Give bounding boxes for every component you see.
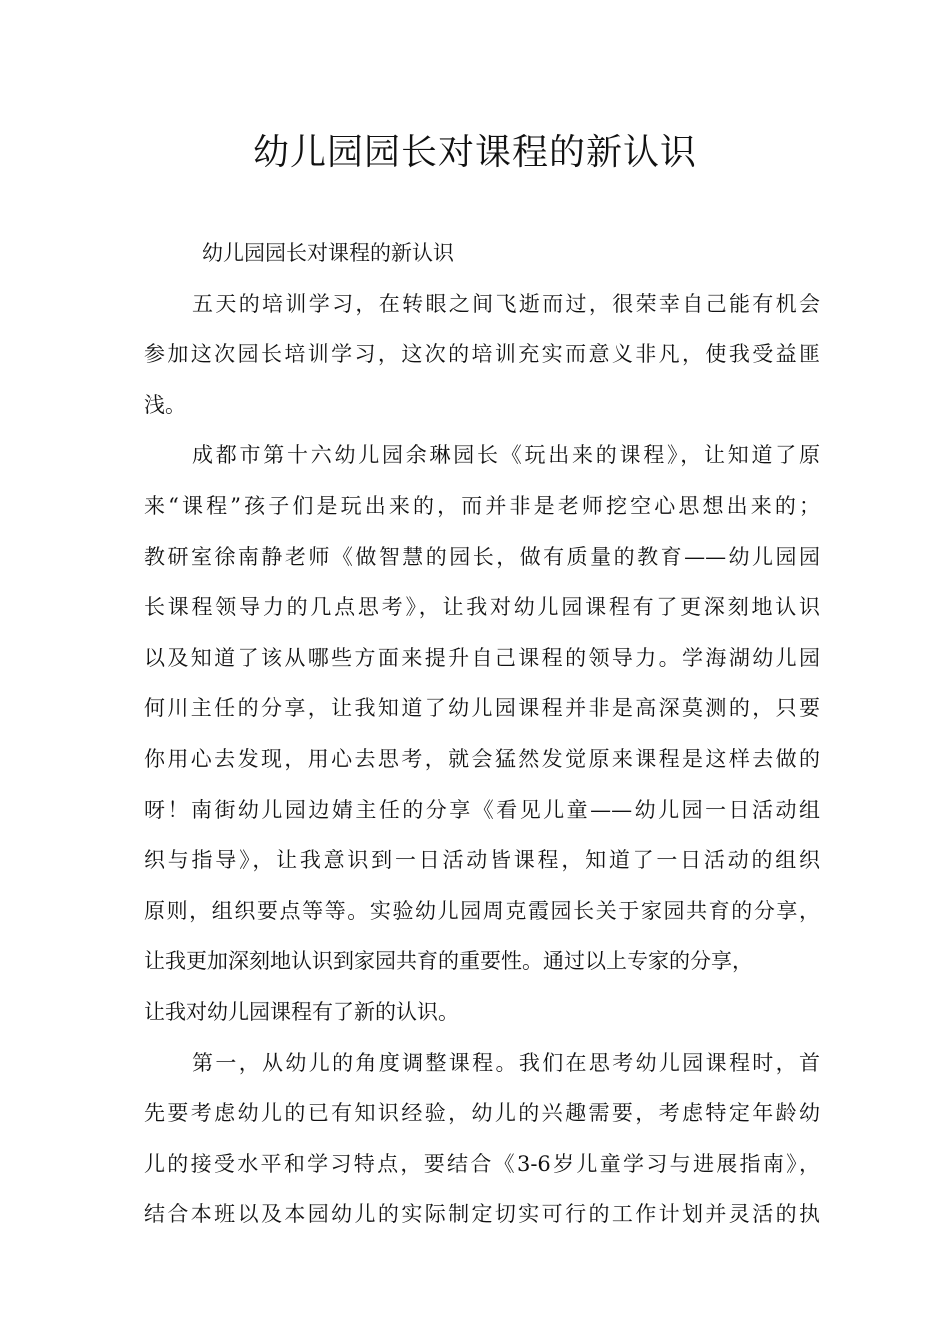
subtitle-line: 幼儿园园长对课程的新认识 — [202, 241, 454, 265]
paragraph-2-line-5: 以及知道了该从哪些方面来提升自己课程的领导力。学海湖幼儿园 — [144, 645, 820, 670]
paragraph-2-line-4: 长课程领导力的几点思考》，让我对幼儿园课程有了更深刻地认识 — [144, 595, 820, 620]
paragraph-2-line-12: 让我对幼儿园课程有了新的认识。 — [144, 999, 459, 1024]
paragraph-2-line-9: 织与指导》，让我意识到一日活动皆课程，知道了一日活动的组织 — [144, 848, 820, 873]
paragraph-1-line-3: 浅。 — [144, 392, 186, 417]
paragraph-3-line-4: 结合本班以及本园幼儿的实际制定切实可行的工作计划并灵活的执 — [144, 1202, 820, 1227]
paragraph-2-line-11: 让我更加深刻地认识到家园共育的重要性。通过以上专家的分享， — [144, 949, 753, 974]
paragraph-3-line-3: 儿的接受水平和学习特点，要结合《3-6岁儿童学习与进展指南》， — [144, 1151, 820, 1176]
paragraph-2-line-6: 何川主任的分享，让我知道了幼儿园课程并非是高深莫测的，只要 — [144, 696, 820, 721]
document-body — [144, 228, 820, 1240]
paragraph-2-line-3: 教研室徐南静老师《做智慧的园长，做有质量的教育——幼儿园园 — [144, 544, 820, 569]
paragraph-2-line-1: 成都市第十六幼儿园余琳园长《玩出来的课程》，让知道了原 — [192, 443, 820, 468]
paragraph-2-line-2: 来“课程”孩子们是玩出来的，而并非是老师挖空心思想出来的； — [144, 493, 820, 518]
paragraph-3-line-1: 第一，从幼儿的角度调整课程。我们在思考幼儿园课程时，首 — [192, 1050, 820, 1075]
paragraph-2-line-8: 呀！南街幼儿园边婧主任的分享《看见儿童——幼儿园一日活动组 — [144, 797, 820, 822]
document-title: 幼儿园园长对课程的新认识 — [252, 132, 697, 173]
paragraph-1-line-1: 五天的培训学习，在转眼之间飞逝而过，很荣幸自己能有机会 — [192, 291, 820, 316]
paragraph-1-line-2: 参加这次园长培训学习，这次的培训充实而意义非凡，使我受益匪 — [144, 342, 820, 367]
paragraph-3-line-2: 先要考虑幼儿的已有知识经验，幼儿的兴趣需要，考虑特定年龄幼 — [144, 1101, 820, 1126]
paragraph-2-line-7: 你用心去发现，用心去思考，就会猛然发觉原来课程是这样去做的 — [144, 746, 820, 771]
paragraph-2-line-10: 原则，组织要点等等。实验幼儿园周克霞园长关于家园共育的分享， — [144, 898, 820, 923]
